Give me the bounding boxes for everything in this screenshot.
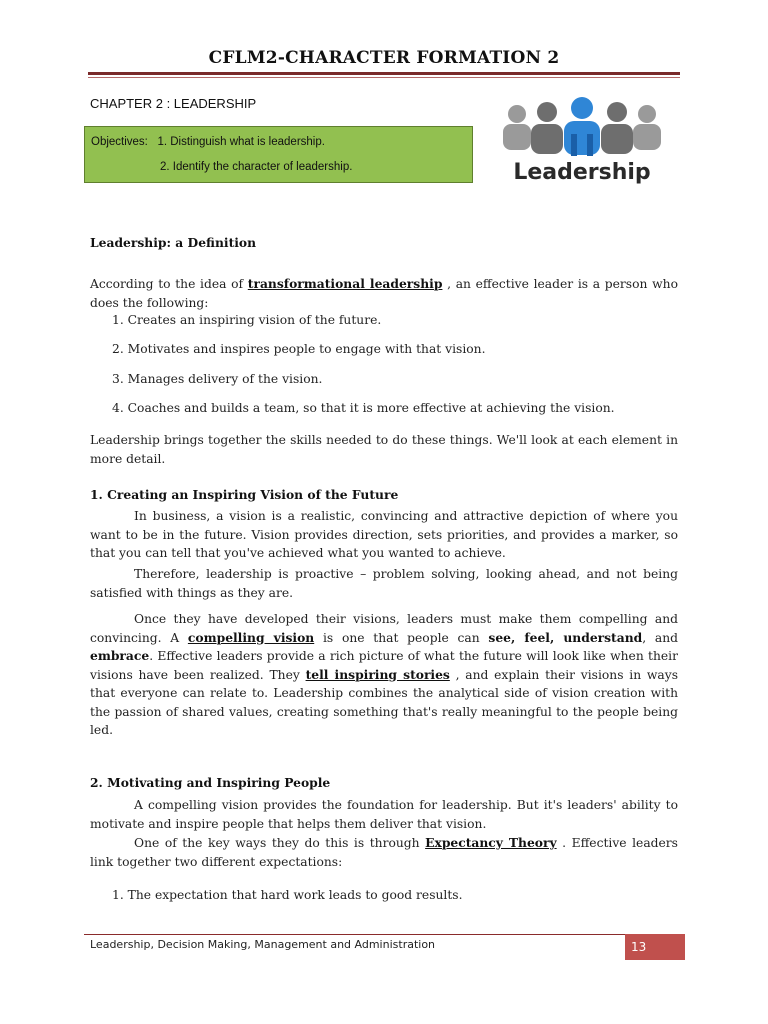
p3-text: Once they have developed their visions, leaders must make them compelling and convincing. A [90,612,678,645]
p3-text: . Effective leaders provide a rich picture of what the future will look like when their visions have been realized. They [90,649,678,682]
intro-text-after: , an effective leader is a person who does the following: [90,277,678,310]
section2-paragraph-1: A compelling vision provides the foundation for leadership. But it's leaders' ability to motivate and inspire people that helps them deliver that vision. [90,798,678,831]
definition-intro [90,275,678,312]
definition-summary: Leadership brings together the skills needed to do these things. We'll look at each element in more detail. [90,433,678,466]
compelling-vision-link[interactable]: compelling vision [187,629,315,645]
section1-paragraph-1: In business, a vision is a realistic, convincing and attractive depiction of where you want to be in the future. Vision provides direction, sets priorities, and provides a marker, so that you can tell that you've achieved what you wanted to achieve. [90,509,678,560]
list-item: 2. Motivates and inspires people to engage with that vision. [112,342,486,356]
section2-paragraph-2 [90,834,678,871]
list-item: 1. Creates an inspiring vision of the future. [112,313,382,327]
people-group-icon [485,94,680,186]
header-rule [88,72,680,75]
expectancy-theory-link[interactable]: Expectancy Theory [425,835,557,850]
definition-heading: Leadership: a Definition [90,235,257,250]
tell-inspiring-stories-link[interactable]: tell inspiring stories [305,666,450,682]
section1-paragraph-3 [90,610,678,740]
p3-text: is one that people can [314,630,489,645]
footer-text: Leadership, Decision Making, Management and Administration [90,938,436,951]
footer-rule [84,934,684,935]
p2-text: . Effective leaders link together two different expectations: [90,836,678,869]
p3-bold: see, feel, understand [488,629,643,645]
leadership-logo [485,94,680,186]
list-item: 4. Coaches and builds a team, so that it is more effective at achieving the vision. [112,401,615,415]
p2-text: One of the key ways they do this is through [134,836,426,850]
transformational-leadership-link[interactable]: transformational leadership [247,276,443,291]
section1-paragraph-2: Therefore, leadership is proactive – problem solving, looking ahead, and not being satisfied with things as they are. [90,567,678,600]
page-number-badge: 13 [625,934,685,960]
p3-bold: embrace [90,648,150,663]
logo-word: Leadership [513,160,651,185]
objective-1: Objectives: 1. Distinguish what is leadership. [91,136,325,148]
section2-heading: 2. Motivating and Inspiring People [90,775,331,790]
objectives-box [84,126,473,183]
chapter-title: CHAPTER 2 : LEADERSHIP [90,96,257,111]
objective-2: 2. Identify the character of leadership. [160,161,353,173]
list-item: 3. Manages delivery of the vision. [112,372,323,386]
list-item: 1. The expectation that hard work leads to good results. [112,888,463,902]
section1-heading: 1. Creating an Inspiring Vision of the Future [90,487,399,502]
intro-text: According to the idea of [90,277,248,291]
p3-text: , and [642,630,678,645]
header-rule-thin [88,77,680,78]
page-header-title: CFLM2-CHARACTER FORMATION 2 [208,48,560,68]
p3-text: , and explain their visions in ways that everyone can relate to. Leadership combines the analytical side of vision creation with the passion of shared values, creating something that's really meaningful to the people being led. [90,667,679,737]
